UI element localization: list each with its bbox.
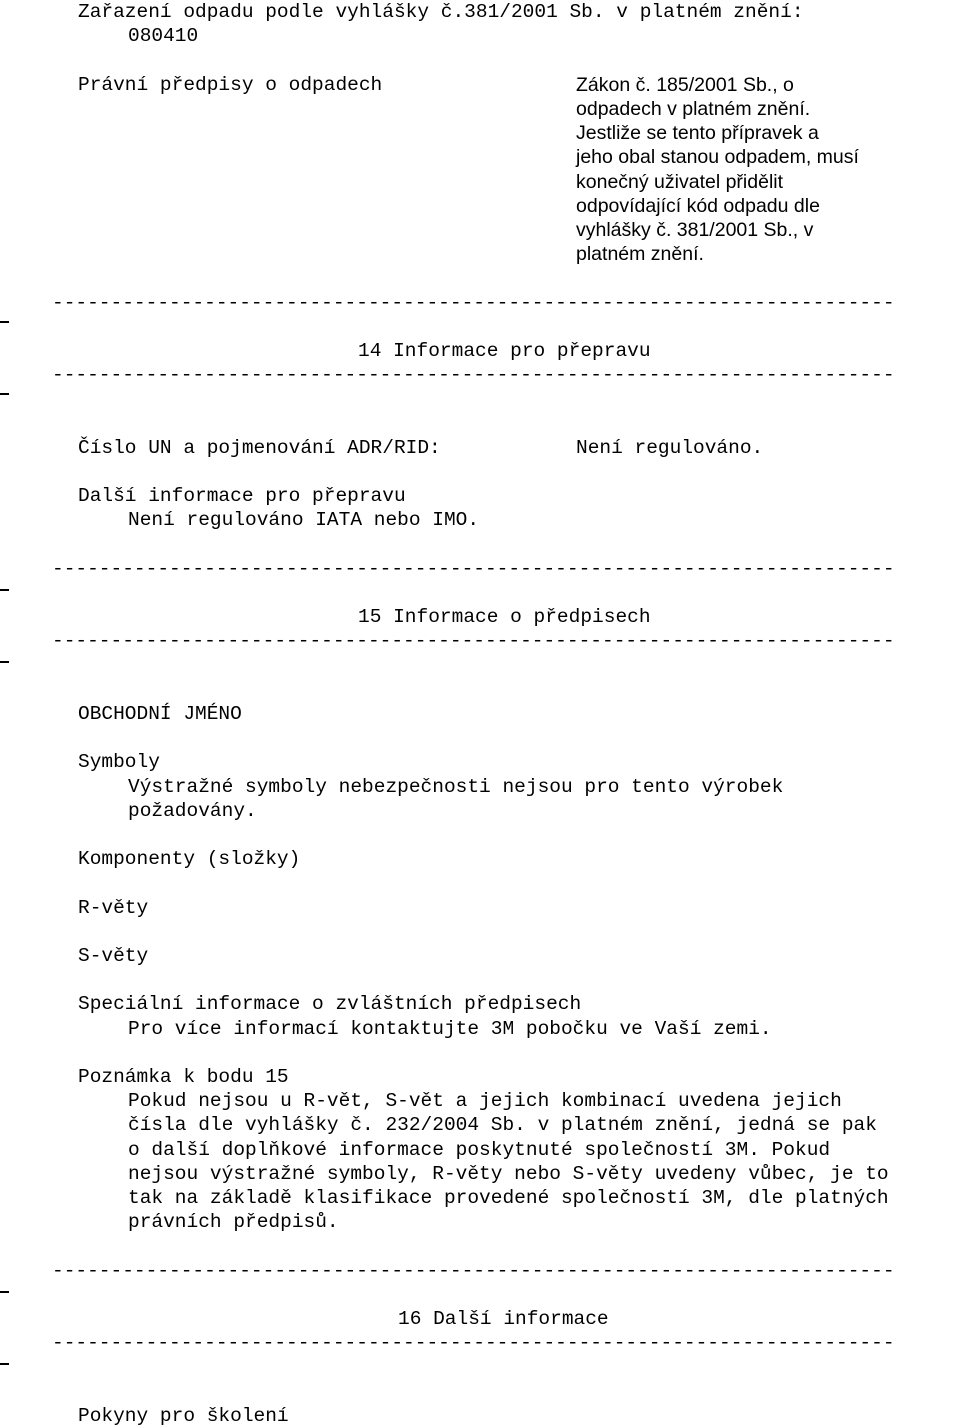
section-separator: ------------------------------------------------------------------------: [52, 630, 895, 652]
waste-law-value-line: vyhlášky č. 381/2001 Sb., v: [576, 219, 814, 241]
waste-classification-code: 080410: [128, 25, 199, 47]
separator-tick: [0, 1363, 9, 1365]
waste-law-value-line: Jestliže se tento přípravek a: [576, 122, 819, 144]
training-label: Pokyny pro školení: [78, 1405, 289, 1427]
un-number-label: Číslo UN a pojmenování ADR/RID:: [78, 437, 441, 459]
transport-extra-value: Není regulováno IATA nebo IMO.: [128, 509, 480, 531]
note-label: Poznámka k bodu 15: [78, 1066, 289, 1088]
section-separator: ------------------------------------------------------------------------: [52, 1332, 895, 1354]
special-regulations-value: Pro více informací kontaktujte 3M pobočku ve Vaší zemi.: [128, 1018, 772, 1040]
waste-law-value-line: konečný uživatel přidělit: [576, 171, 784, 193]
separator-tick: [0, 589, 9, 591]
transport-extra-label: Další informace pro přepravu: [78, 485, 406, 507]
waste-classification-line1: Zařazení odpadu podle vyhlášky č.381/2001 Sb. v platném znění:: [78, 1, 804, 23]
section14-heading: 14 Informace pro přepravu: [358, 340, 651, 362]
note-text-line: Pokud nejsou u R-vět, S-vět a jejich kombinací uvedena jejich: [128, 1090, 842, 1112]
symbols-label: Symboly: [78, 751, 160, 773]
section-separator: ------------------------------------------------------------------------: [52, 364, 895, 386]
note-text-line: o další doplňkové informace poskytnuté společností 3M. Pokud: [128, 1139, 831, 1161]
s-phrases-label: S-věty: [78, 945, 149, 967]
symbols-text-line: požadovány.: [128, 800, 257, 822]
section15-heading: 15 Informace o předpisech: [358, 606, 651, 628]
waste-law-value-line: odpadech v platném znění.: [576, 98, 811, 120]
waste-law-label: Právní předpisy o odpadech: [78, 74, 383, 96]
section-separator: ------------------------------------------------------------------------: [52, 292, 895, 314]
trade-name-label: OBCHODNÍ JMÉNO: [78, 703, 242, 725]
waste-law-value-line: Zákon č. 185/2001 Sb., o: [576, 74, 794, 96]
note-text-line: nejsou výstražné symboly, R-věty nebo S-věty uvedeny vůbec, je to: [128, 1163, 889, 1185]
note-text-line: právních předpisů.: [128, 1211, 339, 1233]
components-label: Komponenty (složky): [78, 848, 301, 870]
separator-tick: [0, 1291, 9, 1293]
note-text-line: tak na základě klasifikace provedené společností 3M, dle platných: [128, 1187, 889, 1209]
section16-heading: 16 Další informace: [398, 1308, 609, 1330]
separator-tick: [0, 661, 9, 663]
section-separator: ------------------------------------------------------------------------: [52, 1260, 895, 1282]
r-phrases-label: R-věty: [78, 897, 149, 919]
waste-law-value-line: platném znění.: [576, 243, 704, 265]
symbols-text-line: Výstražné symboly nebezpečnosti nejsou pro tento výrobek: [128, 776, 784, 798]
un-number-value: Není regulováno.: [576, 437, 764, 459]
separator-tick: [0, 393, 9, 395]
separator-tick: [0, 321, 9, 323]
special-regulations-label: Speciální informace o zvláštních předpisech: [78, 993, 582, 1015]
note-text-line: čísla dle vyhlášky č. 232/2004 Sb. v platném znění, jedná se pak: [128, 1114, 877, 1136]
waste-law-value-line: jeho obal stanou odpadem, musí: [576, 146, 859, 168]
section-separator: ------------------------------------------------------------------------: [52, 558, 895, 580]
waste-law-value-line: odpovídající kód odpadu dle: [576, 195, 820, 217]
